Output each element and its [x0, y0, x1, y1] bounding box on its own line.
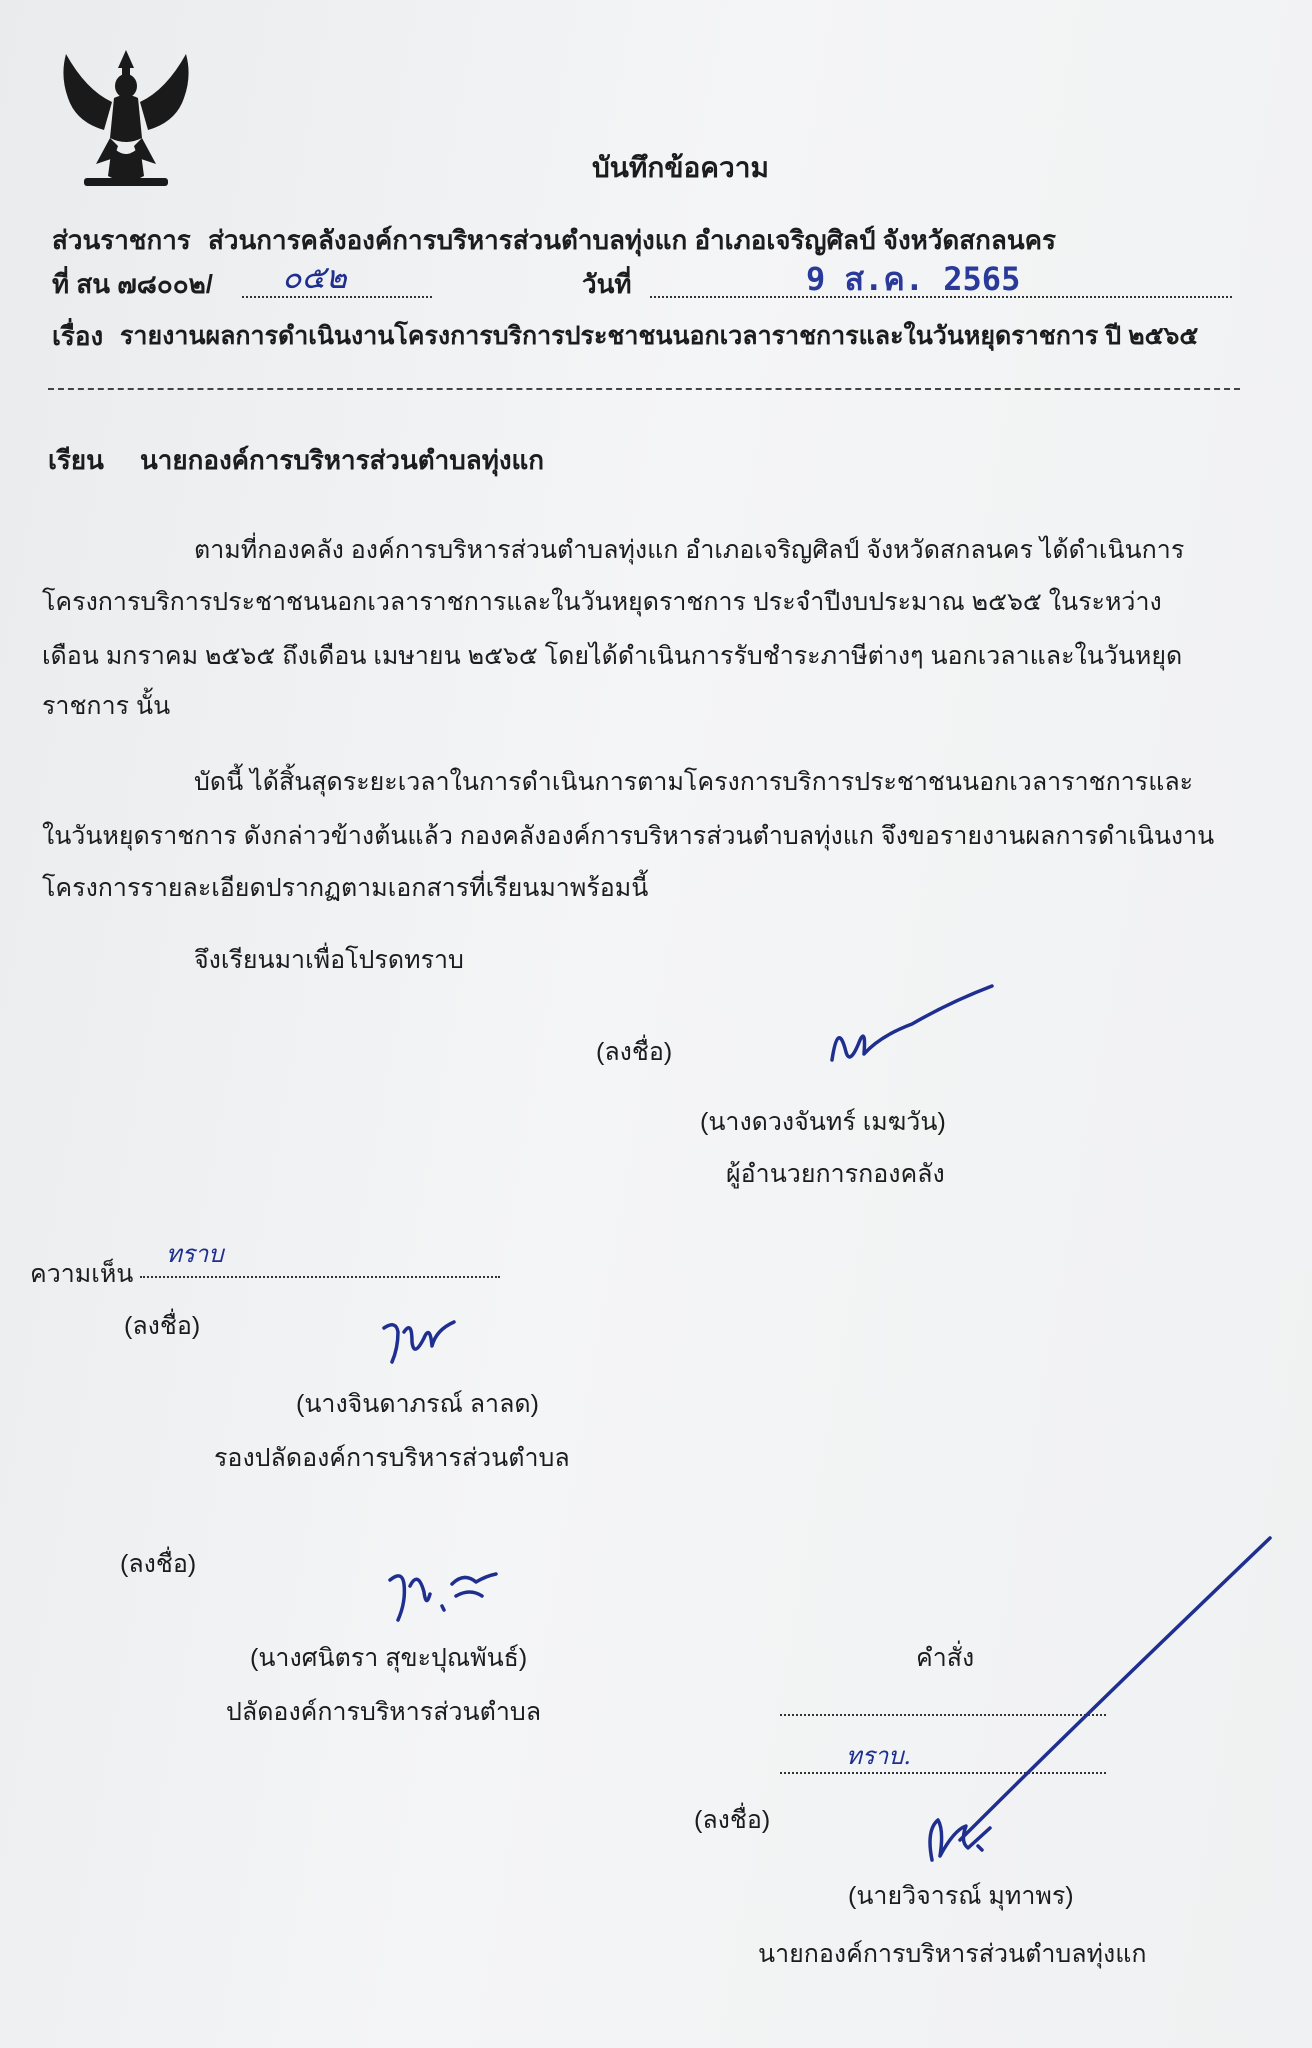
para1-line4: ราชการ นั้น [42, 692, 171, 720]
order-handwritten: ทราบ. [846, 1742, 912, 1770]
order-label: คำสั่ง [916, 1644, 975, 1672]
opinion-dotted-line [140, 1276, 500, 1278]
subject-label: เรื่อง [52, 321, 104, 351]
opinion-label: ความเห็น [30, 1260, 134, 1288]
para2-line2: ในวันหยุดราชการ ดังกล่าวข้างต้นแล้ว กองคลังองค์การบริหารส่วนตำบลทุ่งแก จึงขอรายงานผลการดำเนินงาน [42, 822, 1215, 850]
signer3-name: (นางศนิตรา สุขะปุณพันธ์) [250, 1644, 528, 1672]
order-position: นายกองค์การบริหารส่วนตำบลทุ่งแก [758, 1940, 1147, 1968]
subject-value: รายงานผลการดำเนินงานโครงการบริการประชาชนนอกเวลาราชการและในวันหยุดราชการ ปี ๒๕๖๕ [120, 322, 1199, 350]
order-name: (นายวิจารณ์ มุทาพร) [848, 1882, 1074, 1910]
para1-line3: เดือน มกราคม ๒๕๖๕ ถึงเดือน เมษายน ๒๕๖๕ โดยได้ดำเนินการรับชำระภาษีต่างๆ นอกเวลาและในวันหยุด [42, 642, 1183, 670]
memo-title: บันทึกข้อความ [592, 152, 769, 183]
signer2-sign-label: (ลงชื่อ) [124, 1312, 201, 1340]
para2-line3: โครงการรายละเอียดปรากฏตามเอกสารที่เรียนมาพร้อมนี้ [42, 874, 649, 902]
signer3-sign-label: (ลงชื่อ) [120, 1550, 197, 1578]
para1-line2: โครงการบริการประชาชนนอกเวลาราชการและในวันหยุดราชการ ประจำปีงบประมาณ ๒๕๖๕ ในระหว่าง [42, 588, 1162, 616]
date-label: วันที่ [582, 269, 632, 299]
garuda-emblem [56, 46, 196, 190]
signature-signer1 [820, 980, 1000, 1070]
addressee-label: เรียน [48, 445, 104, 475]
closing-line: จึงเรียนมาเพื่อโปรดทราบ [194, 946, 464, 974]
header-divider [48, 388, 1240, 390]
signer3-position: ปลัดองค์การบริหารส่วนตำบล [226, 1698, 542, 1726]
date-stamp: 9 ส.ค. 2565 [806, 260, 1021, 298]
signature-signer2 [380, 1318, 460, 1370]
signer1-name: (นางดวงจันทร์ เมฆวัน) [700, 1108, 946, 1136]
para2-line1: บัดนี้ ได้สิ้นสุดระยะเวลาในการดำเนินการตามโครงการบริการประชาชนนอกเวลาราชการและ [194, 768, 1194, 796]
addressee-value: นายกองค์การบริหารส่วนตำบลทุ่งแก [140, 445, 545, 475]
dept-label: ส่วนราชการ [52, 225, 191, 255]
opinion-handwritten: ทราบ [166, 1240, 224, 1268]
ref-number: ๐๕๒ [282, 258, 347, 296]
dept-value: ส่วนการคลังองค์การบริหารส่วนตำบลทุ่งแก อำเภอเจริญศิลป์ จังหวัดสกลนคร [208, 225, 1056, 255]
signer2-position: รองปลัดองค์การบริหารส่วนตำบล [214, 1444, 570, 1472]
ref-label: ที่ สน ๗๘๐๐๒/ [52, 269, 213, 299]
signer1-sign-label: (ลงชื่อ) [596, 1038, 673, 1066]
signature-signer3 [384, 1566, 500, 1626]
signature-mayor [920, 1530, 1280, 1870]
signer1-position: ผู้อำนวยการกองคลัง [726, 1160, 945, 1188]
order-sign-label: (ลงชื่อ) [694, 1806, 771, 1834]
para1-line1: ตามที่กองคลัง องค์การบริหารส่วนตำบลทุ่งแก อำเภอเจริญศิลป์ จังหวัดสกลนคร ได้ดำเนินการ [194, 536, 1185, 564]
signer2-name: (นางจินดาภรณ์ ลาลด) [296, 1390, 539, 1418]
